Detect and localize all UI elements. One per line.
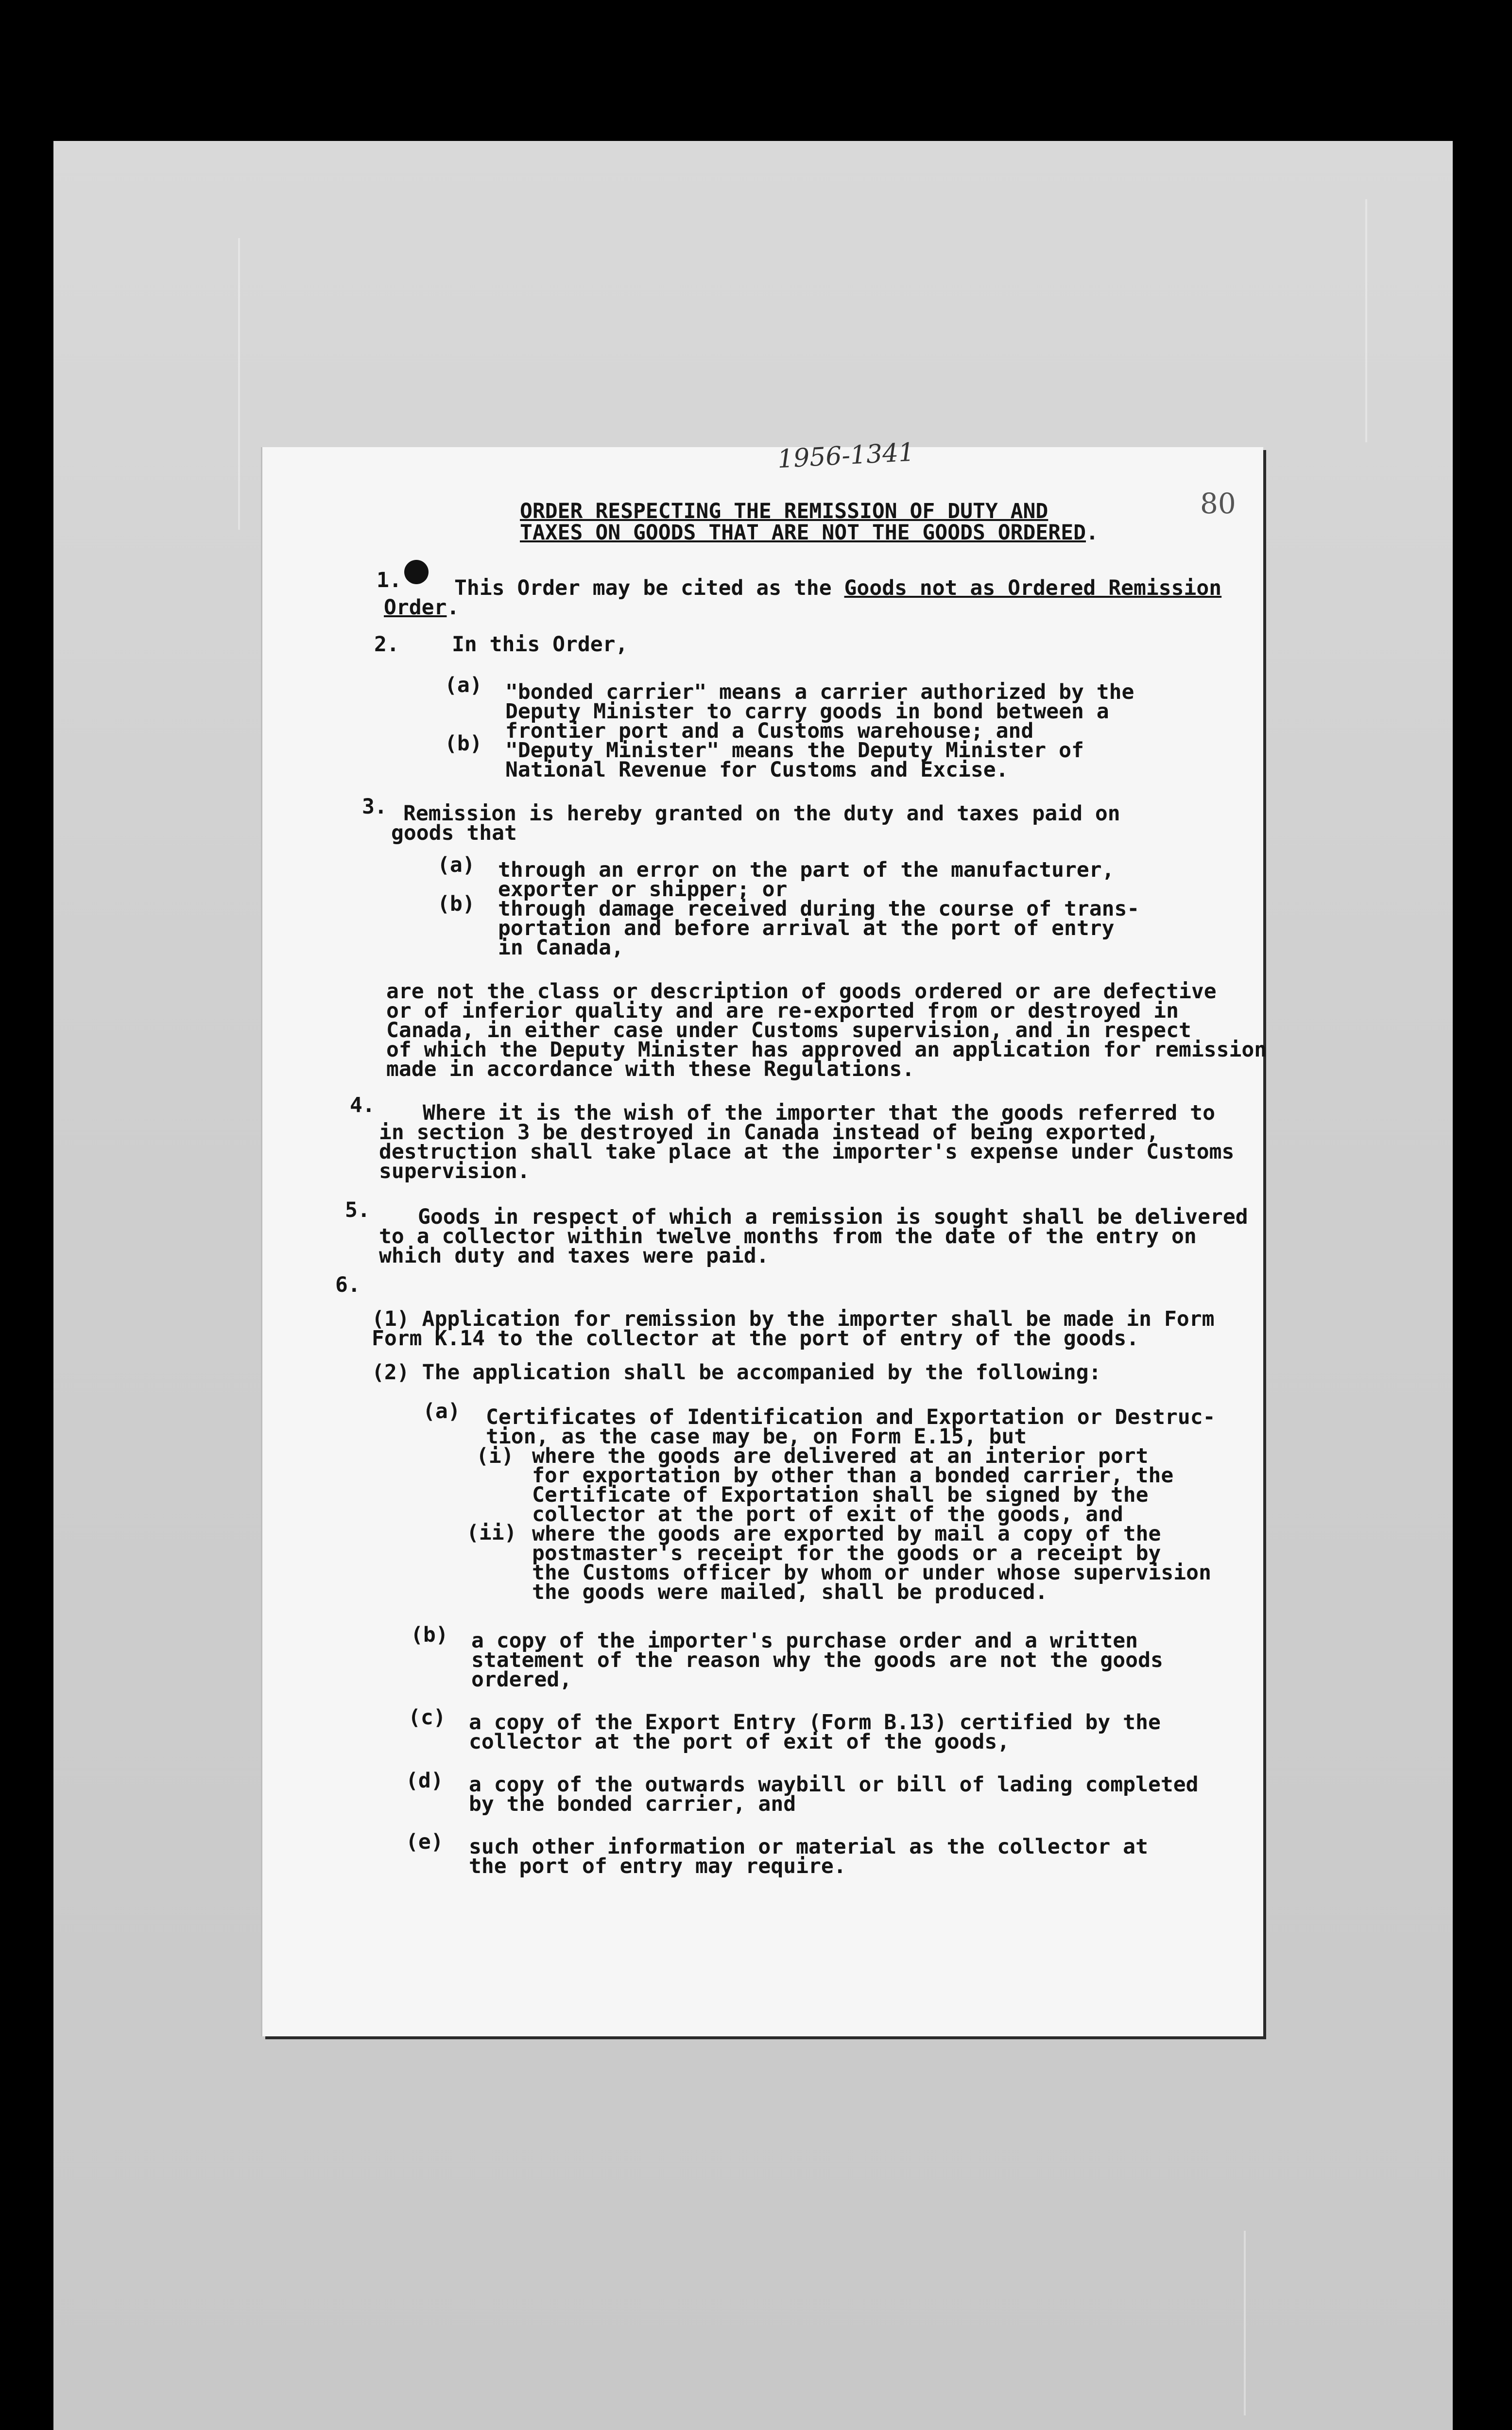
section-6a-ii-line: the Customs officer by whom or under whose supervision: [532, 1561, 1211, 1585]
section-3-para-line: Canada, in either case under Customs supervision, and in respect: [386, 1018, 1191, 1042]
section-6a-i-line: for exportation by other than a bonded carrier, the: [532, 1463, 1174, 1488]
section-6-1-line: Form K.14 to the collector at the port of entry of the goods.: [372, 1326, 1139, 1351]
section-6a-label: (a): [423, 1399, 461, 1423]
section-2a-line: frontier port and a Customs warehouse; and: [505, 719, 1034, 743]
section-2b-line: "Deputy Minister" means the Deputy Minister of: [505, 738, 1084, 763]
section-1-line-2: [384, 596, 459, 619]
section-3a-line: through an error on the part of the manufacturer,: [498, 858, 1115, 882]
section-2b-line: National Revenue for Customs and Excise.: [505, 758, 1009, 782]
section-3-line: Remission is hereby granted on the duty and taxes paid on: [403, 801, 1120, 826]
handwritten-reference: 1956-1341: [776, 437, 915, 474]
section-6a-i-line: where the goods are delivered at an interior port: [532, 1444, 1149, 1468]
section-6b-line: ordered,: [471, 1667, 572, 1692]
section-6a-i-line: Certificate of Exportation shall be signed by the: [532, 1483, 1149, 1507]
section-6-number: 6.: [335, 1273, 361, 1297]
section-6d-line: by the bonded carrier, and: [469, 1792, 796, 1816]
section-4-line: in section 3 be destroyed in Canada instead of being exported,: [379, 1120, 1159, 1145]
section-6c-line: a copy of the Export Entry (Form B.13) certified by the: [469, 1710, 1161, 1735]
section-2a-line: Deputy Minister to carry goods in bond between a: [505, 699, 1109, 724]
section-6-2-line: (2) The application shall be accompanied by the following:: [372, 1360, 1101, 1385]
title-line-2: TAXES ON GOODS THAT ARE NOT THE GOODS ORDERED: [520, 521, 1086, 545]
section-1-line-1: [454, 576, 1221, 600]
section-3b-line: in Canada,: [498, 936, 624, 960]
order-name-part-1: Goods not as Ordered Remission: [844, 576, 1222, 600]
section-6a-line: Certificates of Identification and Exportation or Destruc-: [486, 1405, 1216, 1429]
section-1-end: .: [447, 595, 460, 620]
section-6d-label: (d): [406, 1769, 444, 1793]
section-6e-line: the port of entry may require.: [469, 1854, 846, 1878]
section-3b-line: portation and before arrival at the port of entry: [498, 916, 1115, 940]
section-6c-line: collector at the port of exit of the goods,: [469, 1730, 1010, 1754]
section-3-para-line: or of inferior quality and are re-exported from or destroyed in: [386, 999, 1179, 1023]
section-3-para-line: are not the class or description of goods ordered or are defective: [386, 979, 1217, 1004]
section-3-line: goods that: [391, 821, 517, 845]
section-6b-line: a copy of the importer's purchase order and a written: [471, 1629, 1138, 1653]
order-name-part-2: Order: [384, 595, 447, 620]
section-5-line: Goods in respect of which a remission is sought shall be delivered: [418, 1205, 1248, 1229]
section-1-number: 1.: [377, 568, 402, 592]
section-4-line: destruction shall take place at the importer's expense under Customs: [379, 1140, 1235, 1164]
section-2a-label: (a): [445, 673, 482, 697]
section-6a-ii-line: postmaster's receipt for the goods or a receipt by: [532, 1541, 1161, 1565]
title-end: .: [1085, 521, 1099, 545]
section-3-para-line: made in accordance with these Regulations.: [386, 1057, 915, 1081]
section-6b-line: statement of the reason why the goods are not the goods: [471, 1648, 1163, 1672]
section-6b-label: (b): [411, 1623, 448, 1647]
section-1-text: This Order may be cited as the: [454, 576, 844, 600]
section-3-number: 3.: [362, 795, 387, 819]
punch-hole-mark: [404, 560, 429, 584]
section-6e-label: (e): [406, 1830, 444, 1854]
section-6a-ii-line: the goods were mailed, shall be produced.: [532, 1580, 1048, 1604]
title-line-1: ORDER RESPECTING THE REMISSION OF DUTY AND: [520, 499, 1048, 523]
title-line-2-wrap: [520, 521, 1099, 544]
section-6c-label: (c): [408, 1705, 446, 1730]
section-6a-ii-line: where the goods are exported by mail a copy of the: [532, 1522, 1161, 1546]
section-2-number: 2.: [374, 632, 399, 657]
section-3-para-line: of which the Deputy Minister has approved an application for remission: [386, 1038, 1267, 1062]
film-streak: [1244, 2231, 1246, 2415]
section-6-1-line: (1) Application for remission by the importer shall be made in Form: [372, 1307, 1215, 1331]
section-5-line: to a collector within twelve months from the date of the entry on: [379, 1224, 1197, 1249]
section-2b-label: (b): [445, 731, 482, 756]
page-number: 80: [1200, 487, 1236, 520]
section-3a-line: exporter or shipper; or: [498, 877, 788, 902]
document-page: [262, 437, 1267, 2036]
section-3b-label: (b): [437, 892, 475, 916]
section-6a-i-label: (i): [476, 1444, 514, 1468]
section-2-text: In this Order,: [452, 632, 628, 657]
section-3b-line: through damage received during the course of trans-: [498, 897, 1140, 921]
film-streak: [1365, 199, 1367, 442]
film-streak: [238, 238, 240, 530]
section-3a-label: (a): [437, 853, 475, 877]
section-6d-line: a copy of the outwards waybill or bill of lading completed: [469, 1772, 1199, 1797]
section-6a-i-line: collector at the port of exit of the goods, and: [532, 1502, 1123, 1527]
section-5-number: 5.: [345, 1198, 370, 1222]
section-5-line: which duty and taxes were paid.: [379, 1244, 769, 1268]
section-6a-line: tion, as the case may be, on Form E.15, but: [486, 1424, 1027, 1449]
section-6a-ii-label: (ii): [466, 1521, 517, 1545]
section-4-number: 4.: [350, 1093, 375, 1117]
section-4-line: supervision.: [379, 1159, 530, 1183]
section-4-line: Where it is the wish of the importer that the goods referred to: [423, 1101, 1215, 1125]
section-2a-line: "bonded carrier" means a carrier authorized by the: [505, 680, 1134, 704]
section-6e-line: such other information or material as the collector at: [469, 1835, 1148, 1859]
